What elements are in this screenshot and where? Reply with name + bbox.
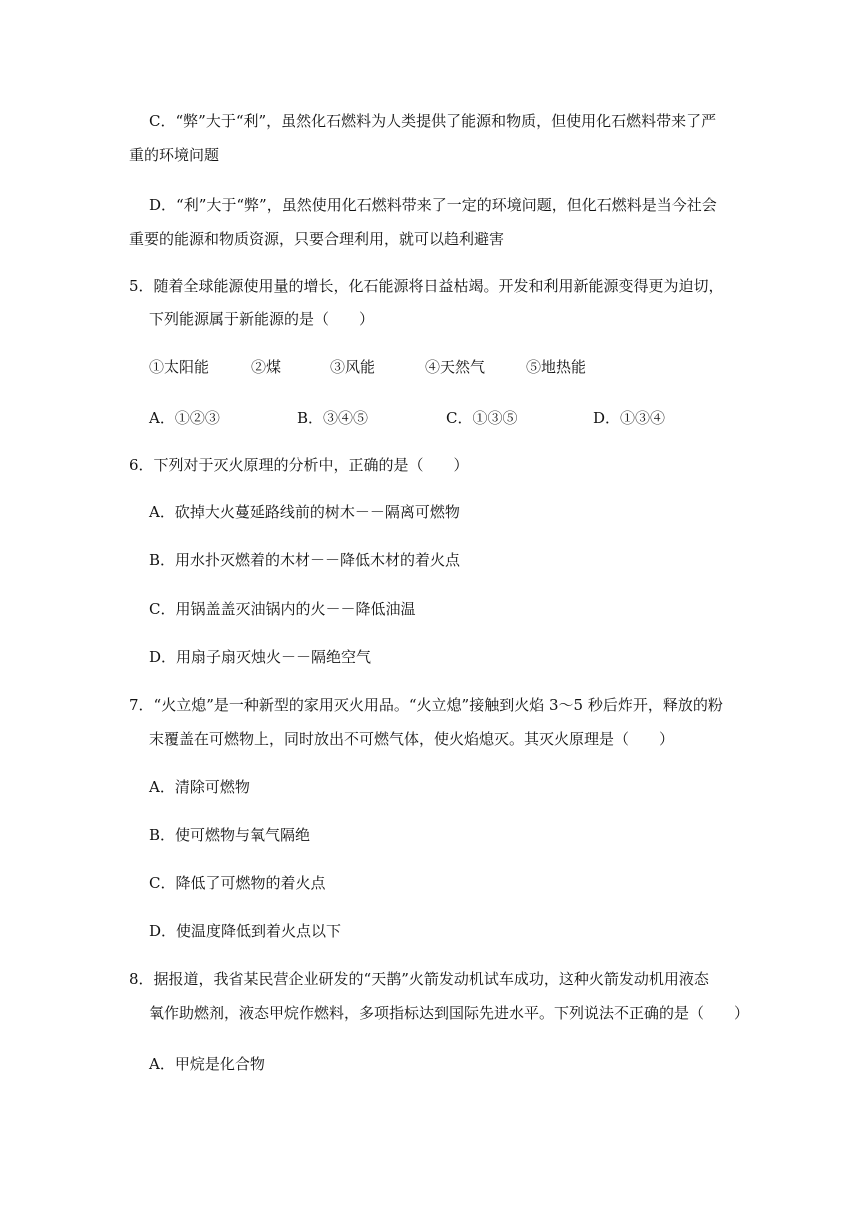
q7-option-d: D．使温度降低到着火点以下	[149, 922, 342, 940]
q4-option-d-line2: 重要的能源和物质资源，只要合理利用，就可以趋利避害	[129, 230, 505, 248]
q6-option-d: D．用扇子扇灭烛火－－隔绝空气	[149, 648, 372, 666]
q4-option-c-line2: 重的环境问题	[129, 146, 220, 164]
q5-option-c: C．①③⑤	[446, 409, 518, 427]
q5-option-d: D．①③④	[593, 409, 666, 427]
q7-stem-line2: 末覆盖在可燃物上，同时放出不可燃气体，使火焰熄灭。其灭火原理是（ ）	[149, 730, 675, 748]
q7-stem-line1: 7．“火立熄”是一种新型的家用灭火用品。“火立熄”接触到火焰 3～5 秒后炸开，释放的粉	[129, 696, 723, 714]
q5-option-a: A．①②③	[149, 409, 220, 427]
q5-energy-items	[0, 357, 860, 377]
q8-stem-line1: 8．据报道，我省某民营企业研发的“天鹊”火箭发动机试车成功，这种火箭发动机用液态	[129, 970, 709, 988]
q7-option-c: C．降低了可燃物的着火点	[149, 874, 326, 892]
q5-options	[0, 408, 860, 428]
q4-option-d-line1: D．“利”大于“弊”，虽然使用化石燃料带来了一定的环境问题，但化石燃料是当今社会	[149, 196, 717, 214]
q6-option-a: A．砍掉大火蔓延路线前的树木－－隔离可燃物	[149, 503, 460, 521]
q5-stem-line2: 下列能源属于新能源的是（ ）	[149, 310, 375, 328]
q5-item-1: ①太阳能	[149, 358, 210, 376]
q7-option-b: B．使可燃物与氧气隔绝	[149, 826, 311, 844]
q7-option-a: A．清除可燃物	[149, 778, 250, 796]
q5-stem-line1: 5．随着全球能源使用量的增长，化石能源将日益枯竭。开发和利用新能源变得更为迫切，	[129, 277, 724, 295]
q5-item-2: ②煤	[251, 358, 282, 376]
q5-item-4: ④天然气	[425, 358, 486, 376]
q6-stem: 6．下列对于灭火原理的分析中，正确的是（ ）	[129, 456, 469, 474]
q5-option-b: B．③④⑤	[297, 409, 369, 427]
q5-item-5: ⑤地热能	[526, 358, 587, 376]
q8-stem-line2: 氧作助燃剂，液态甲烷作燃料，多项指标达到国际先进水平。下列说法不正确的是（ ）	[149, 1004, 750, 1022]
q6-option-c: C．用锅盖盖灭油锅内的火－－降低油温	[149, 600, 416, 618]
q8-option-a: A．甲烷是化合物	[149, 1055, 265, 1073]
q4-option-c-line1: C．“弊”大于“利”，虽然化石燃料为人类提供了能源和物质，但使用化石燃料带来了严	[149, 112, 717, 130]
q6-option-b: B．用水扑灭燃着的木材－－降低木材的着火点	[149, 551, 461, 569]
q5-item-3: ③风能	[330, 358, 376, 376]
